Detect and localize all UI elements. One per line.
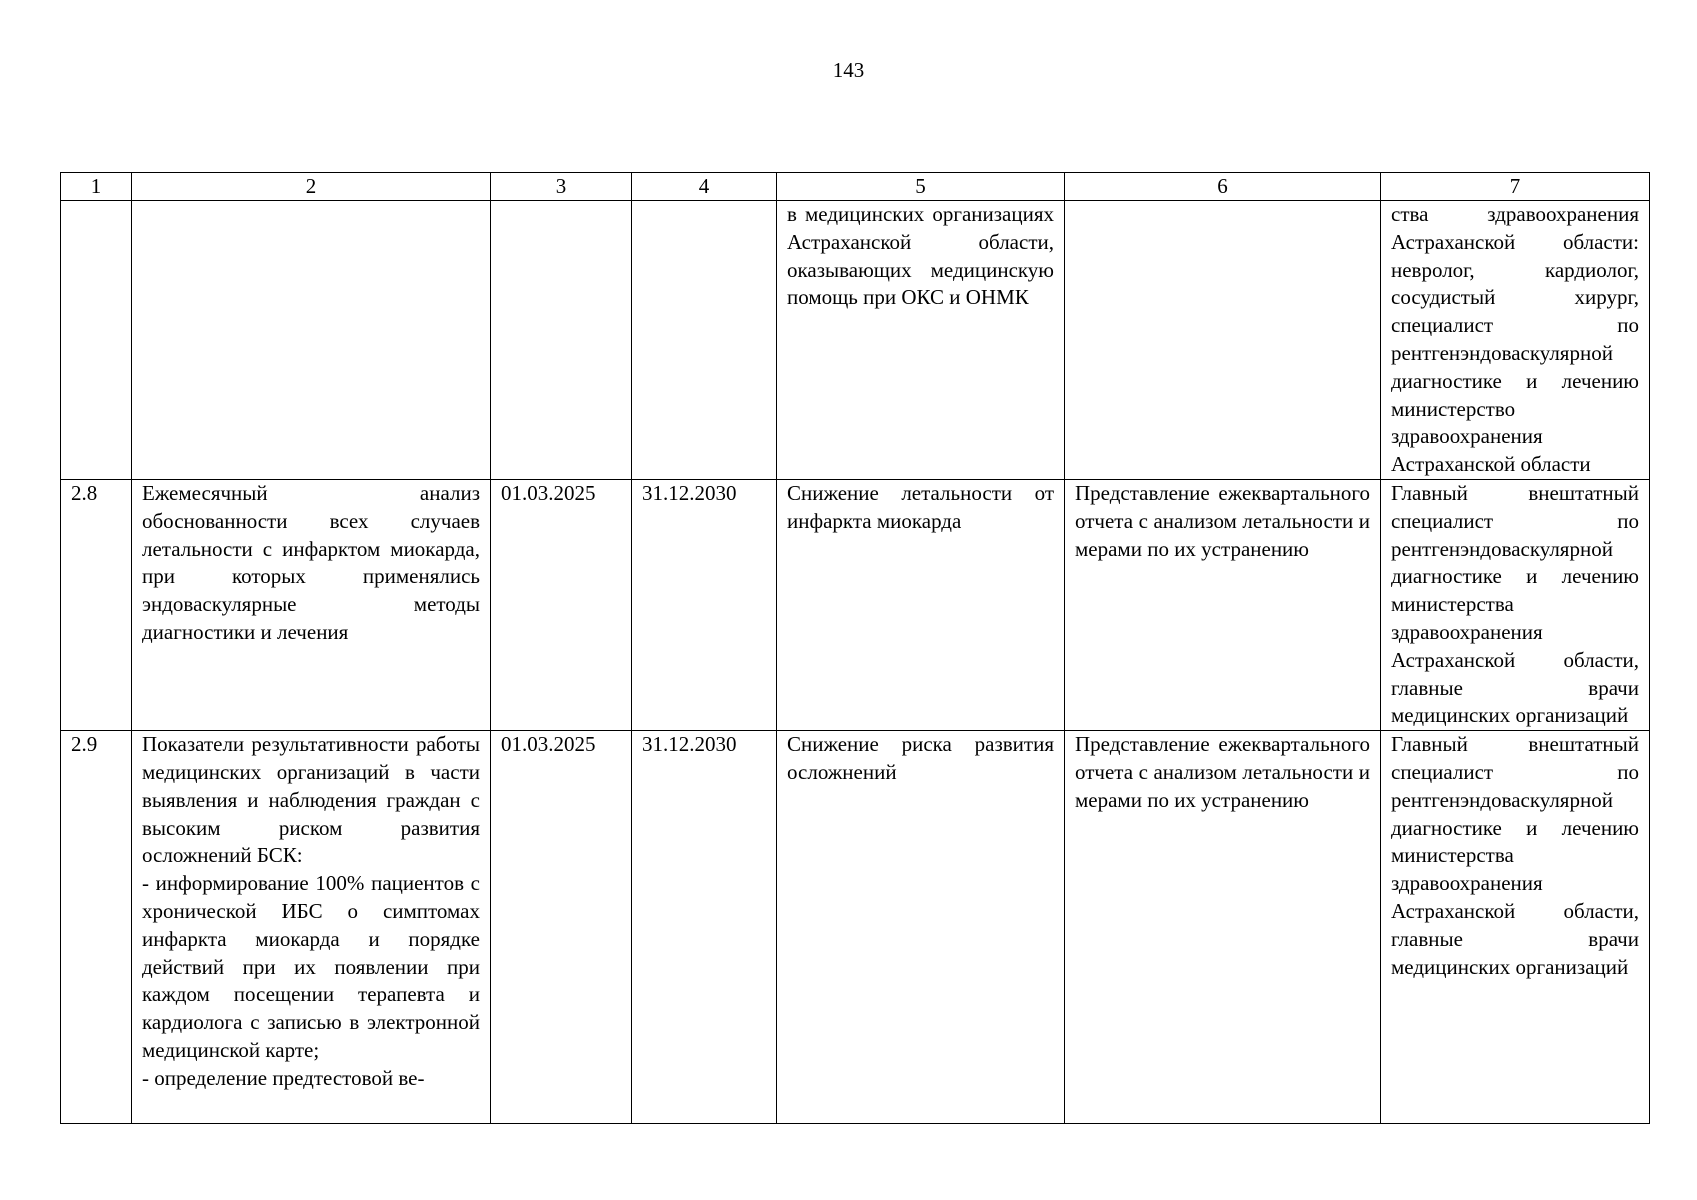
result-cell: в медицинских организациях Астраханской области, оказывающих медицинскую помощь при ОКС и ОНМК	[777, 201, 1065, 480]
control-cell	[1065, 201, 1381, 480]
event-paragraph: Показатели результативности работы медицинских организаций в части выявления и наблюдения граждан с высоким риском развития осложнений БСК:	[142, 732, 480, 868]
column-header-1: 1	[61, 173, 132, 201]
start-date-cell	[491, 201, 632, 480]
responsible-cell: Главный внештатный специалист по рентгенэндоваскулярной диагностике и лечению министерства здравоохранения Астраханской области, главные врачи медицинских организаций	[1381, 731, 1650, 1124]
event-paragraph: - информирование 100% пациентов с хронической ИБС о симптомах инфаркта миокарда и порядке действий при их появлении при каждом посещении терапевта и кардиолога с записью в электронной медицинской карте;	[142, 871, 480, 1062]
measures-table	[60, 172, 1650, 1124]
end-date-cell: 31.12.2030	[632, 479, 777, 730]
control-cell: Представление ежеквартального отчета с анализом летальности и мерами по их устранению	[1065, 479, 1381, 730]
column-header-3: 3	[491, 173, 632, 201]
table-header-row	[61, 173, 1650, 201]
column-header-7: 7	[1381, 173, 1650, 201]
table-row	[61, 201, 1650, 480]
end-date-cell	[632, 201, 777, 480]
start-date-cell: 01.03.2025	[491, 479, 632, 730]
column-header-2: 2	[132, 173, 491, 201]
column-header-5: 5	[777, 173, 1065, 201]
table-row	[61, 731, 1650, 1124]
row-number-cell: 2.8	[61, 479, 132, 730]
page-number: 143	[832, 58, 865, 82]
responsible-cell: Главный внештатный специалист по рентгенэндоваскулярной диагностике и лечению министерства здравоохранения Астраханской области, главные врачи медицинских организаций	[1381, 479, 1650, 730]
control-cell: Представление ежеквартального отчета с анализом летальности и мерами по их устранению	[1065, 731, 1381, 1124]
column-header-4: 4	[632, 173, 777, 201]
row-number-cell	[61, 201, 132, 480]
result-cell: Снижение риска развития осложнений	[777, 731, 1065, 1124]
event-paragraph: - определение предтестовой ве-	[142, 1065, 425, 1090]
column-header-6: 6	[1065, 173, 1381, 201]
responsible-cell: ства здравоохранения Астраханской области: невролог, кардиолог, сосудистый хирург, специалист по рентгенэндоваскулярной диагностике и лечению министерство здравоохранения Астраханской области	[1381, 201, 1650, 480]
end-date-cell: 31.12.2030	[632, 731, 777, 1124]
event-cell: Ежемесячный анализ обоснованности всех случаев летальности с инфарктом миокарда, при которых применялись эндоваскулярные методы диагностики и лечения	[132, 479, 491, 730]
event-cell	[132, 731, 491, 1124]
result-cell: Снижение летальности от инфаркта миокарда	[777, 479, 1065, 730]
table-row	[61, 479, 1650, 730]
start-date-cell: 01.03.2025	[491, 731, 632, 1124]
event-cell	[132, 201, 491, 480]
row-number-cell: 2.9	[61, 731, 132, 1124]
